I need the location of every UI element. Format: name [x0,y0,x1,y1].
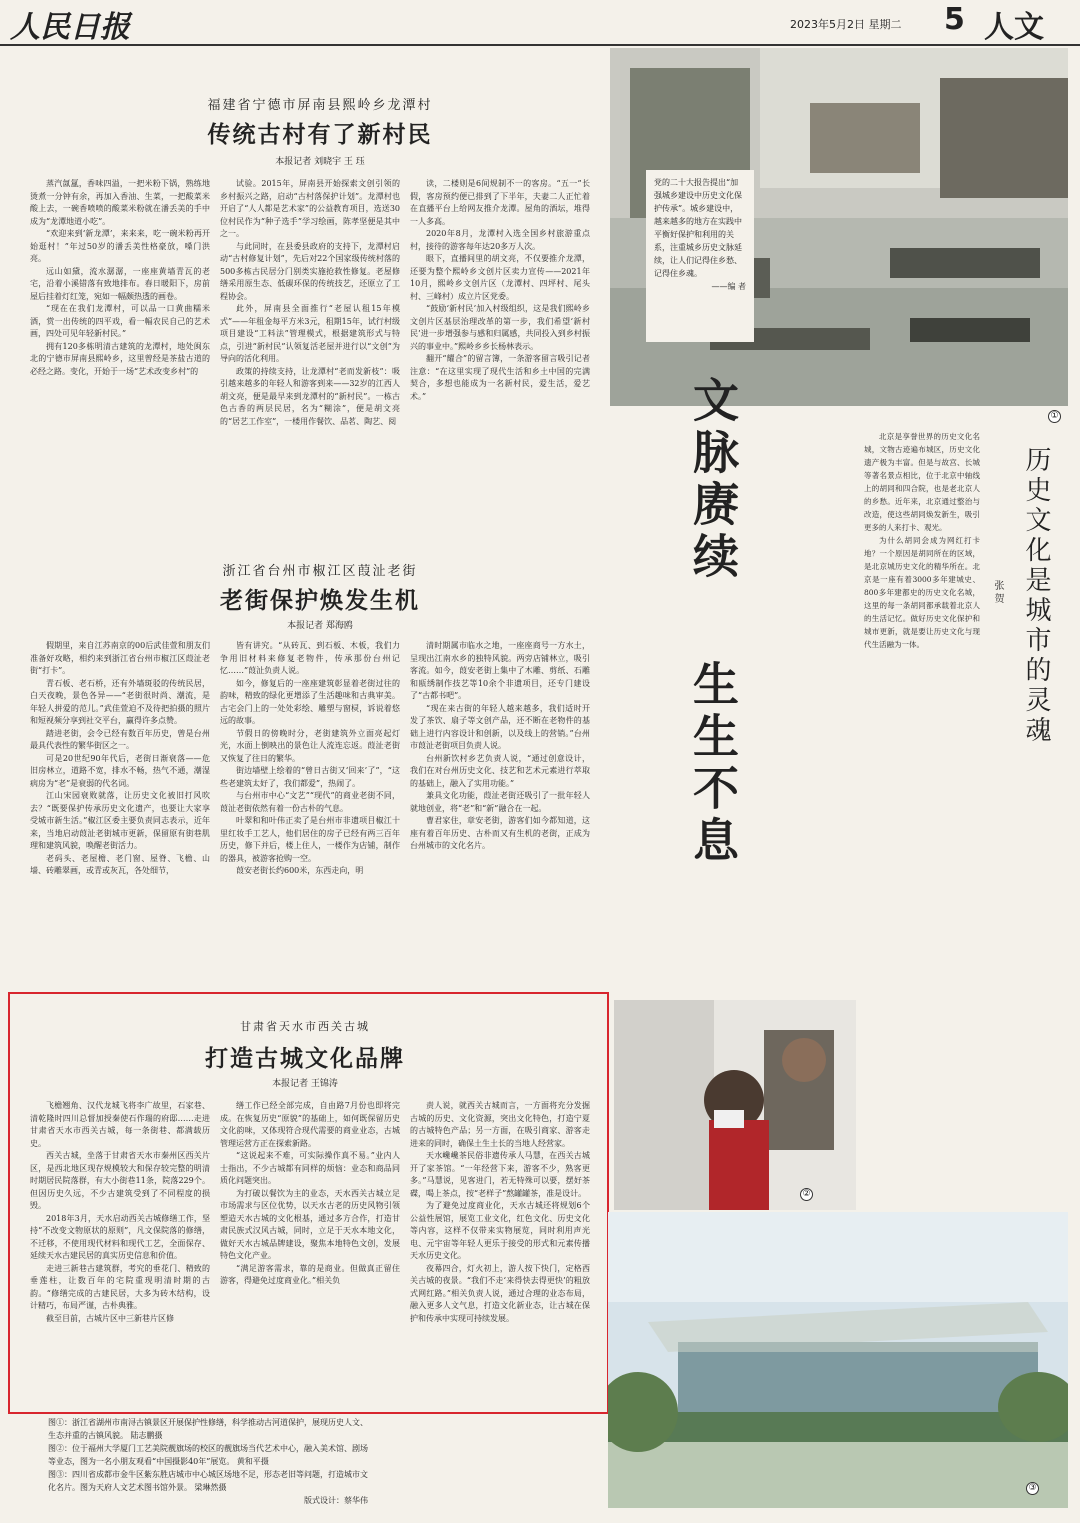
article2-col1-paragraph: 老码头、老屋檐、老门窗、屋脊、飞檐、山墙、砖雕翠画，或青或灰瓦，各处细节， [30,853,210,875]
photo-captions [48,1416,368,1507]
article2-col2-paragraph: 葭安老街长约600米，东西走向，明 [236,866,364,875]
article1-col3-paragraph: 眼下，直播间里的胡文亮，不仅要推介龙潭，还要为整个熙岭乡文创片区卖力宣传——2021年10月，熙岭乡文创片区（龙潭村、四坪村、尾头村、三峰村）成立片区党委。 [410,254,590,301]
article2-col3-paragraph: 清时期属市临水之地，一座座商号一方水土，呈现出江南水乡的独特风貌。两旁店铺林立，吸引客流。如今，葭安老街上集中了木雕、剪纸、石雕和瓯绣制作技艺等10余个非遗项目，还专门建设了“古都书吧”。 [410,641,590,700]
article1-col2-paragraph: 政策的持续支持，让龙潭村“老而发新枝”：吸引越来越多的年轻人和游客到来——32岁的江西人胡文亮，便是最早来到龙潭村的“新村民”。一栋古色古香的两层民居，名为“糊涂”，便是胡文亮的“居艺工作室”，一楼用作餐饮、品茗、陶艺、阅 [220,366,400,426]
article1-column-2 [220,178,400,536]
editor-note-sign: ——编 者 [711,282,746,291]
article1-col2-paragraph: 此外，屏南县全面推行“老屋认租15年模式”——年租金每平方米3元，租期15年，试行村级项目建设“工料法”管理模式，根据建筑形式与特点，引进“新村民”认领复活老屋并进行以“文创”为导向的活化利用。 [220,304,400,363]
caption-photo-3: 图③：四川省成都市金牛区紫东胜店城市中心城区场地不足，形态老旧等问题，打造城市文化名片。图为天府人文艺术图书馆外景。 梁琳然摄 [48,1470,368,1492]
feature-title-part1: 文脉赓续 [686,376,740,584]
article1-kicker: 福建省宁德市屏南县熙岭乡龙潭村 [207,98,433,113]
layout-credit: 版式设计：蔡华伟 [304,1496,368,1505]
article1-col2-paragraph: 试验。2015年，屏南县开始探索文创引领的乡村振兴之路，启动“古村落保护计划”。龙潭村也开启了“人人都是艺术家”的公益教育项目，选送30位村民作为“种子选手”学习绘画，陈孝坚便是其中之一。 [220,179,400,238]
issue-date: 2023年5月2日 星期二 [790,18,902,31]
article1-col1-paragraph: “现在在我们龙潭村，可以品一口黄曲糯米酒，赏一出传统的四平戏，看一幅农民自己的艺术画，四处可见年轻新村民。” [30,304,210,338]
article2-byline: 本报记者 郑海鸥 [287,621,353,631]
commentary-column-1 [864,430,980,990]
photo-marker-1: ① [1048,410,1061,423]
article2-col3-paragraph: “现在来古街的年轻人越来越多，我们适时开发了茶饮、扇子等文创产品，还不断在老物件的基础上进行内容设计和创新，以及线上的营销。”台州市葭沚老街项目负责人说。 [410,703,590,750]
article1-col2-paragraph: 与此同时，在县委县政府的支持下，龙潭村启动“古村修复计划”，先后对22个国家级传统村落的500多栋古民居分门别类实施抢救性修复。老屋修缮采用原生态、低碳环保的传统技艺，还原立了工程协会。 [220,241,400,301]
article2-col3-paragraph: 曹君家住，章安老街，游客们如今都知道，这座有着百年历史、古朴而又有生机的老街，正成为台州城市的文化名片。 [410,816,590,850]
commentary-author: 张 贺 [992,580,1003,604]
article2-col1-paragraph: 假期里，来自江苏南京的00后武佳萱和朋友们准备好攻略，相约来到浙江省台州市椒江区葭沚老街“打卡”。 [30,641,210,675]
article3-col1-paragraph: 截至目前，古城片区中三新巷片区修 [46,1313,174,1323]
article2-col2-paragraph: 街边墙壁上绘着的“曾日古街又‘回来’了”，“这些老建筑太好了，我们都爱”，热闹了。 [220,766,400,788]
article2-col1-text [30,640,210,878]
commentary-col2-text: 为什么胡同会成为网红打卡地？一个原因是胡同所在的区域，是北京城历史文化的精华所在。北京是一座有着3000多年建城史、800多年建都史的历史文化名城，这里的每一条胡同都承载着北京人的生活记忆。做好历史文化保护和城市更新，就是要让历史文化与现代生活融为一体。 [864,536,980,649]
article1-col1-paragraph: 远山如黛，流水潺潺，一座座黄墙青瓦的老宅，沿着小溪错落有致地排布。春日暖阳下，房前屋后挂着灯红笼，宛如一幅颇热透的画卷。 [30,266,210,301]
photo-marker-2: ② [800,1188,813,1201]
article1-col3-paragraph: 读，二楼则是6间规制不一的客房。“五一”长假，客房预约便已排到了下半年，夫妻二人正忙着在直播平台上给网友推介龙潭。屋角的酒坛，堆得一人多高。 [410,179,590,226]
article3-col2-paragraph: “这说起来不难，可实际操作真不易。”业内人士指出，不少古城都有同样的烦恼：业态和商品同质化问题突出。 [220,1151,400,1185]
caption-photo-1: 图①：浙江省湖州市南浔古镇景区开展保护性修缮，科学推动古河道保护，展现历史人文、生态并重的古镇风貌。 陆志鹏摄 [48,1418,368,1440]
article2-col3-paragraph: 兼具文化功能，葭沚老街还吸引了一批年轻人就地创业，将“老”和“新”融合在一起。 [410,791,590,813]
feature-title-part2: 生生不息 [686,660,740,868]
editor-note-text: 党的二十大报告提出“加强城乡建设中历史文化保护传承”。城乡建设中，越来越多的地方在实践中平衡好保护和利用的关系，注重城乡历史文脉延续，让人们记得住乡愁、记得住乡魂。 [654,178,742,278]
photo-library-exterior [608,1212,1068,1508]
article3-col1-paragraph: 走进三新巷古建筑群，考究的垂花门、精致的垂莲柱，让数百年的宅院重现明清时期的古韵。“修缮完成的古建民居，大多为砖木结构，设计精巧，布局严谨，古朴典雅。 [30,1263,210,1310]
article2-col1-paragraph: 可是20世纪90年代后，老街日渐衰落——危旧房林立，道路不宽，排水不畅，热气不通，潮湿病房为“老”是衰弱的代名词。 [30,753,210,788]
article2-col1-paragraph: 踏进老街，会令已经有数百年历史，曾是台州最具代表性的繁华街区之一。 [30,728,210,750]
library-exterior-image [608,1212,1068,1508]
article1-col1-paragraph: “欢迎来到‘新龙潭’，来来来，吃一碗米粉再开始逛村！”年过50岁的潘丢美性格豪放，嗓门洪亮。 [30,229,210,263]
article2-col2-paragraph: 皆有讲究。“从砖瓦、到石板、木板，我们力争用旧材料来修复老物件，传承那份台州记忆……”葭沚负责人说。 [220,641,400,675]
article1-col3-paragraph: “鼓励‘新村民’加入村级组织，这是我们熙岭乡文创片区基层治理改革的第一步，我们希望‘新村民’进一步增强参与感和归属感，共同投入到乡村振兴的事业中。”熙岭乡乡长杨林表示。 [410,304,590,351]
article3-col2-paragraph: “满足游客需求，靠的是商业。但做真正留住游客，得避免过度商业化。”相关负 [220,1263,400,1285]
article3-column-3 [410,1100,590,1400]
article2-column-1 [30,640,210,986]
article1-headline: 传统古村有了新村民 [207,121,433,148]
article3-col1-paragraph: 2018年3月，天水启动西关古城修缮工作，坚持“不改变文物原状的原则”，凡文保院落的修缮，不迁移，不使用现代材料和现代工艺，全面保存、延续天水古建民居的真实历史信息和价值。 [30,1213,210,1260]
page-number: 5 [944,2,965,37]
commentary-col1-text: 北京是享誉世界的历史文化名城，文物古迹遍布城区，历史文化遗产极为丰富。但是与故宫、长城等著名景点相比，位于北京中轴线上的胡同和四合院，也是老北京人的乡愁。近年来，北京通过整治与改造，使这些胡同焕发新生，吸引更多的人来打卡、观光。 [864,432,980,532]
article3-col2-paragraph: 缮工作已经全部完成，自由路7月份也即将完成。在恢复历史“原貌”的基础上，如何既保留历史文化韵味，又体现符合现代需要的商业业态，古城管理运营方正在探索新路。 [220,1101,400,1148]
article3-col1-paragraph: 飞檐翘角、汉代龙城飞将李广故里，石家巷、清乾隆时四川总督加授秦使石作瑞的府邸……走进甘肃省天水市西关古城，每一条街巷、都满载历史。 [30,1101,210,1148]
article3-col3-paragraph: 责人说，就西关古城而言，一方面将充分发掘古城的历史、文化资源，突出文化特色，打造宁夏的古城特色产品；另一方面，在吸引商家、游客走进来的同时，确保土生土长的当地人经营家。 [410,1101,590,1148]
article2-col3-text [410,640,590,853]
article2-col1-paragraph: 青石板、老石桥，还有外墙斑驳的传统民居，白天夜晚，景色各异——“老街很时尚、潮流，是年轻人拼爱的范儿。”武佳萱迫不及待把拍摄的照片和短视频分享到社交平台，赢得许多点赞。 [30,678,210,725]
editor-note [646,170,754,342]
article1-col3-paragraph: 翻开“耀合”的留言簿，一条游客留言吸引记者注意：“在这里实现了现代生活和乡土中国的完满契合，多想也能成为一名新村民，爱生活，爱艺术。” [410,354,590,401]
article2-col2-paragraph: 叶翠和和叶伟正卖了是台州市非遗项目椒江十里红妆手工艺人，他们居住的房子已经有两三百年历史，修下并后，楼上住人，一楼作为店铺，制作的器具，被游客抢购一空。 [220,816,400,863]
article3-col3-text [410,1100,590,1325]
article3-column-2 [220,1100,400,1400]
photo-child-viewer [614,1000,856,1210]
article1-col1-text [30,178,210,378]
article2-col3-paragraph: 台州新饮村乡艺负责人说，“通过创意设计，我们在对台州历史文化、技艺和艺术元素进行萃取的基础上，融入了实用功能。” [410,753,590,788]
section-title: 人文 [984,10,1044,45]
article3-col2-text [220,1100,400,1288]
article1-col1-paragraph: 蒸汽氤氲，香味四溢，一把米粉下锅，熟练地烫煮一分钟有余，再加入香油、生菜，一把酸菜米酸上去，一碗香喷喷的酸菜米粉就在潘丢美的手中成为“龙潭地道小吃”。 [30,179,210,226]
article3-col1-paragraph: 西关古城，坐落于甘肃省天水市秦州区西关片区，是西北地区现存规模较大和保存较完整的明清时期居民院落群，有大小街巷11条，院落229个。但因历史久远，不少古建筑受到了不同程度的损毁。 [30,1151,210,1210]
article2-col1-paragraph: 江山宋园衰败就落，让历史文化被旧打风吹去？“既要保护传承历史文化遗产，也要让大家享受城市新生活。”椒江区委主要负责同志表示，近年来，当地启动葭沚老街城市更新，保留原有街巷肌理和建筑风貌，唤醒老街活力。 [30,791,210,850]
article1-byline: 本报记者 刘晓宇 王 珏 [275,157,365,167]
article1-col3-text [410,178,590,403]
article1-col1-paragraph: 拥有120多栋明清古建筑的龙潭村，地处闽东北的宁德市屏南县熙岭乡，这里曾经是茶盐古道的必经之路。变化，开始于一场“艺术改变乡村”的 [30,341,210,376]
article2-col2-paragraph: 节假日的傍晚时分，老街建筑外立面亮起灯光，水面上倒映出的景色让人流连忘返。葭沚老街又恢复了往日的繁华。 [220,728,400,763]
article3-col3-paragraph: 为了避免过度商业化，天水古城还将规划6个公益性展馆，展览工业文化，红色文化、历史文化等内容，这样不仅带来实物展览，同时利用声光电、元宇宙等年轻人更乐于接受的形式和元素传播天水历史文化。 [410,1201,590,1260]
article3-col1-text [30,1100,210,1325]
article1-col3-paragraph: 2020年8月，龙潭村入选全国乡村旅游重点村，接待的游客每年达20多万人次。 [410,229,590,251]
caption-photo-2: 图②：位于福州大学厦门工艺美院靓旗场的校区的靓旗场当代艺术中心，融入美术馆、剧场等业态，图为一名小朋友观看“中国摄影40年”展览。 黄和平摄 [48,1444,368,1466]
article2-headline: 老街保护焕发生机 [220,587,420,614]
article3-column-1 [30,1100,210,1400]
article2-col2-paragraph: 与台州市中心“文艺”“现代”的商业老街不同，葭沚老街依然有着一份古朴的气息。 [220,791,400,813]
article2-col2-text [220,640,400,878]
newspaper-logo: 人民日报 [10,10,130,45]
article3-kicker: 甘肃省天水市西关古城 [240,1020,370,1033]
article3-col2-paragraph: 为打破以餐饮为主的业态，天水西关古城立足市场需求与区位优势，以天水古老的历史风物引领塑造天水古城的文化根基，通过多方合作，打造甘肃民族式汉风古城，同时，立足于天水本地文化，做好天水古城品牌建设，聚焦本地特色文创，发展特色文化产业。 [220,1188,400,1260]
article2-col2-paragraph: 如今，修复后的一座座建筑彰显着老街过往的韵味，精致的绿化更增添了生活趣味和古典审美。古宅会门上的一处处彩绘、雕塑与窗棂，诉说着悠远的故事。 [220,678,400,725]
masthead [0,0,1080,46]
article3-headline: 打造古城文化品牌 [205,1045,405,1072]
article2-column-2 [220,640,400,986]
article2-column-3 [410,640,590,986]
commentary-headline: 历史文化是城市的灵魂 [1021,446,1051,746]
article3-col3-paragraph: 夜幕四合，灯火初上，游人按下快门，定格西关古城的夜景。“我们不走‘来得快去得更快’的粗放式网红路。”相关负责人说，通过合理的业态布局，融入更多人文气息，打造文化新业态，让古城在保护和传承中实现可持续发展。 [410,1263,590,1323]
article3-col3-paragraph: 天水巉巉茶民俗非遗传承人马慧，在西关古城开了家茶馆。“一年经营下来，游客不少，熟客更多。”马慧说，见客进门，若无特殊可以要，摆好茶碟，喝上茶点，按“老样子”熬罐罐茶，准是设计。 [410,1151,590,1198]
article1-column-3 [410,178,590,536]
photo-marker-3: ③ [1026,1482,1039,1495]
article2-kicker: 浙江省台州市椒江区葭沚老街 [222,564,418,579]
article1-column-1 [30,178,210,536]
child-viewer-image [614,1000,856,1210]
article1-col2-text [220,178,400,428]
article3-byline: 本报记者 王锦涛 [272,1079,338,1089]
